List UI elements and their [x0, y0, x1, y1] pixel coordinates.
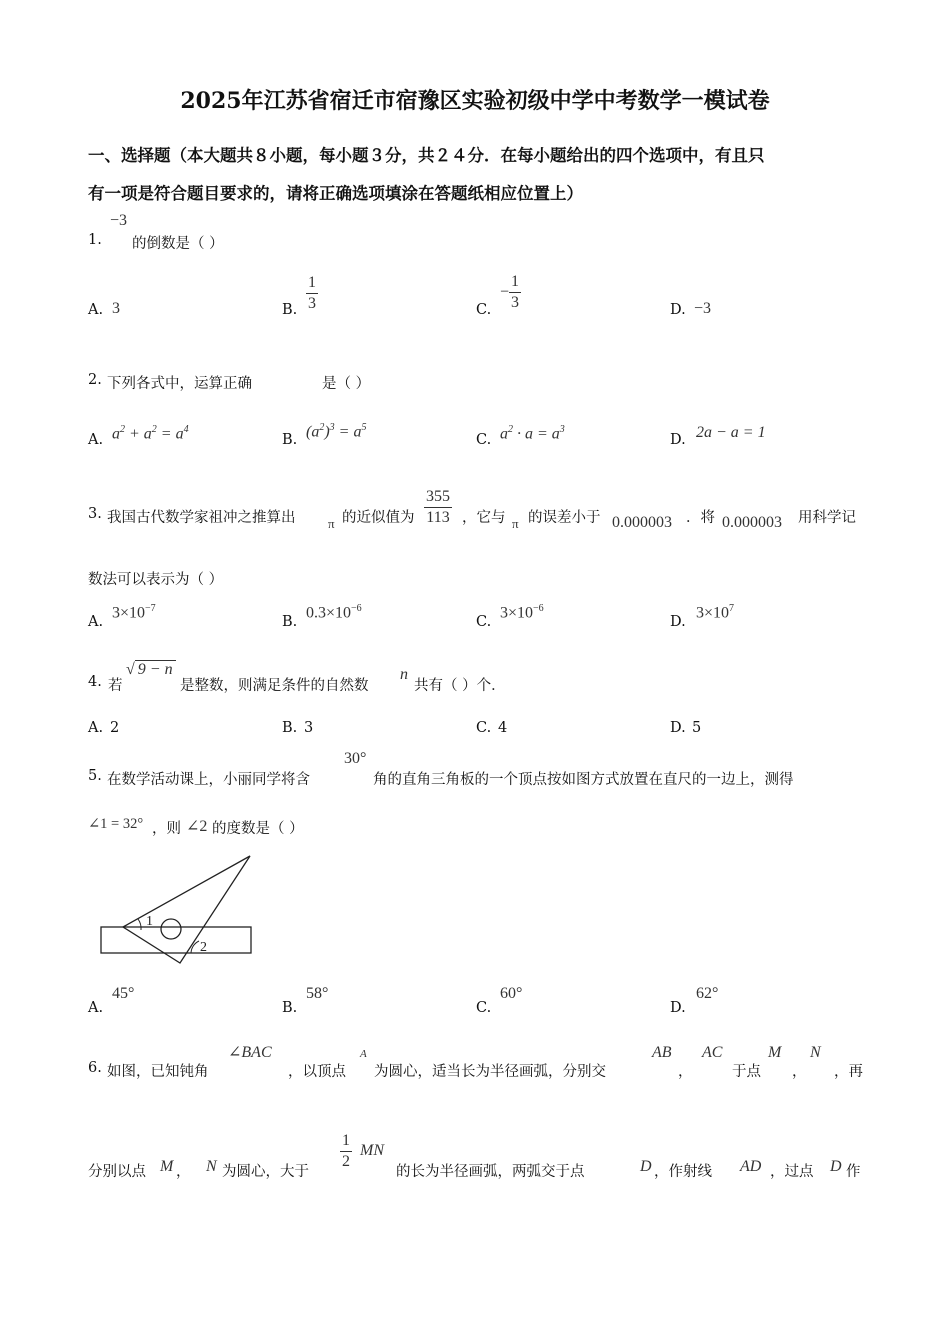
q6-line2-comma: ， [176, 1164, 191, 1180]
q4-option-a: 2 [110, 720, 120, 736]
q6-number: 6. [88, 1060, 102, 1076]
q6-text-4: 于点 [732, 1064, 761, 1080]
q4-sqrt: √ 9 − n [126, 660, 176, 679]
q1-expression: −3 [110, 212, 128, 229]
q6-text-5: ，再 [834, 1064, 863, 1080]
q3-text-5: ．将 [686, 510, 715, 526]
q6-line2-text-4: ，作射线 [654, 1164, 712, 1180]
q6-half-fraction: $\frac{1}{2}$ [342, 1132, 350, 1170]
q4-option-d: 5 [692, 720, 702, 736]
q6-line2-text-2: 为圆心，大于 [222, 1164, 309, 1180]
q6-line2-text-5: ，过点 [770, 1164, 814, 1180]
q3-line2: 数法可以表示为（ ） [88, 572, 224, 588]
q3-text-1: 我国古代数学家祖冲之推算出 [107, 510, 296, 526]
q3-text-3: ，它与 [462, 510, 506, 526]
q5-option-b: 58° [306, 985, 329, 1002]
q2-option-b: $(a^2)^3 = a^5$ [306, 422, 367, 441]
q2-number: 2. [88, 372, 102, 388]
q6-line2-text-3: 的长为半径画弧，两弧交于点 [396, 1164, 585, 1180]
q2-option-a-label: A. [88, 432, 104, 448]
triangle-hole-circle [161, 919, 181, 939]
q1-option-b: $\frac{1}{3}$ [308, 274, 316, 312]
q3-pi-1: π [328, 516, 335, 531]
q2-option-b-label: B. [282, 432, 298, 448]
q5-condition: ∠1 = 32° [88, 816, 144, 832]
q6-point-m: M [768, 1044, 782, 1061]
angle-1-label: 1 [146, 914, 153, 929]
q5-figure [98, 853, 258, 968]
section-heading-line1: 一、选择题（本大题共８小题，每小题３分，共２４分．在每小题给出的四个选项中，有且只 [88, 146, 765, 165]
q6-line2-text-1: 分别以点 [88, 1164, 146, 1180]
q4-option-a-label: A. [88, 720, 104, 736]
q5-angle-2: ∠2 [186, 818, 208, 835]
q5-text-2: 角的直角三角板的一个顶点按如图方式放置在直尺的一边上，测得 [373, 772, 794, 788]
q5-option-a: 45° [112, 985, 135, 1002]
q6-comma-2: ， [792, 1064, 807, 1080]
angle-2-label: 2 [200, 940, 207, 955]
q4-text-2: 是整数，则满足条件的自然数 [180, 678, 369, 694]
q5-option-d: 62° [696, 985, 719, 1002]
q3-option-a-label: A. [88, 614, 104, 630]
q6-segment-mn: MN [360, 1142, 384, 1159]
q4-option-b: 3 [304, 720, 314, 736]
q4-text-3: 共有（ ）个． [414, 678, 506, 694]
q2-option-a: $a^2 + a^2 = a^4$ [112, 424, 189, 443]
q1-option-b-label: B. [282, 302, 298, 318]
q1-option-d: −3 [694, 300, 712, 317]
q5-text-4: 的度数是（ ） [212, 821, 304, 837]
q3-text-4: 的误差小于 [528, 510, 601, 526]
q3-text-2: 的近似值为 [342, 510, 415, 526]
q3-value-2: 0.000003 [722, 514, 782, 531]
q5-option-d-label: D. [670, 1000, 686, 1016]
q5-option-c: 60° [500, 985, 523, 1002]
q2-option-c: $a^2 \cdot a = a^3$ [500, 424, 565, 443]
q4-variable-n: n [400, 666, 408, 683]
q3-option-c: $3\times 10^{-6}$ [500, 603, 544, 622]
q6-point-a: A [360, 1048, 367, 1060]
q6-line2-point-d: D [830, 1158, 842, 1175]
q2-text-2: 是（ ） [322, 376, 371, 392]
q5-text-1: 在数学活动课上，小丽同学将含 [107, 772, 310, 788]
q4-option-b-label: B. [282, 720, 298, 736]
q6-line2-point-n: N [206, 1158, 217, 1175]
q1-option-a-label: A. [88, 302, 104, 318]
q5-option-c-label: C. [476, 1000, 492, 1016]
q6-angle-bac: ∠BAC [228, 1044, 272, 1061]
q3-option-b: $0.3\times 10^{-6}$ [306, 603, 362, 622]
q1-number: 1. [88, 232, 102, 248]
q1-text: 的倒数是（ ） [132, 236, 224, 252]
q3-fraction: $\frac{355}{113}$ [426, 488, 450, 526]
q3-text-6: 用科学记 [798, 510, 856, 526]
q5-degree-30: 30° [344, 750, 367, 767]
q6-line2-point-m: M [160, 1158, 174, 1175]
q3-option-a: $3\times 10^{-7}$ [112, 603, 156, 622]
q3-value-1: 0.000003 [612, 514, 672, 531]
q6-line2-text-6: 作 [846, 1164, 861, 1180]
q2-option-d-label: D. [670, 432, 686, 448]
ruler-shape [101, 927, 251, 953]
q4-option-c: 4 [498, 720, 508, 736]
q6-text-3: 为圆心，适当长为半径画弧，分别交 [374, 1064, 606, 1080]
q4-text-1: 若 [108, 678, 123, 694]
q6-text-1: 如图，已知钝角 [107, 1064, 209, 1080]
section-heading-line2: 有一项是符合题目要求的，请将正确选项填涂在答题纸相应位置上） [88, 184, 583, 203]
q2-option-d: 2a − a = 1 [696, 424, 766, 441]
page-title: 2025年江苏省宿迁市宿豫区实验初级中学中考数学一模试卷 [180, 88, 770, 114]
q3-option-d-label: D. [670, 614, 686, 630]
q6-comma-1: ， [678, 1064, 693, 1080]
q5-text-3: ，则 [152, 821, 181, 837]
triangle-shape [123, 856, 250, 963]
q5-option-a-label: A. [88, 1000, 104, 1016]
q6-segment-ac: AC [702, 1044, 723, 1061]
q1-option-a: 3 [112, 300, 120, 317]
angle-2-arc [191, 941, 199, 953]
q5-number: 5. [88, 768, 102, 784]
q2-option-c-label: C. [476, 432, 492, 448]
q3-pi-2: π [512, 516, 519, 531]
q1-option-c-label: C. [476, 302, 492, 318]
q3-option-b-label: B. [282, 614, 298, 630]
q3-number: 3. [88, 506, 102, 522]
q4-number: 4. [88, 674, 102, 690]
q5-option-b-label: B. [282, 1000, 298, 1016]
q4-option-d-label: D. [670, 720, 686, 736]
q6-segment-ab: AB [652, 1044, 672, 1061]
q6-point-d: D [640, 1158, 652, 1175]
angle-1-arc [138, 919, 141, 930]
q4-option-c-label: C. [476, 720, 492, 736]
q1-option-c: − $\frac{1}{3}$ [500, 273, 520, 311]
q6-point-n: N [810, 1044, 821, 1061]
q3-option-d: $3\times 10^7$ [696, 603, 735, 622]
q6-text-2: ，以顶点 [288, 1064, 346, 1080]
q6-ray-ad: AD [740, 1158, 762, 1175]
q2-text: 下列各式中，运算正确 [107, 376, 252, 392]
q3-option-c-label: C. [476, 614, 492, 630]
q1-option-d-label: D. [670, 302, 686, 318]
